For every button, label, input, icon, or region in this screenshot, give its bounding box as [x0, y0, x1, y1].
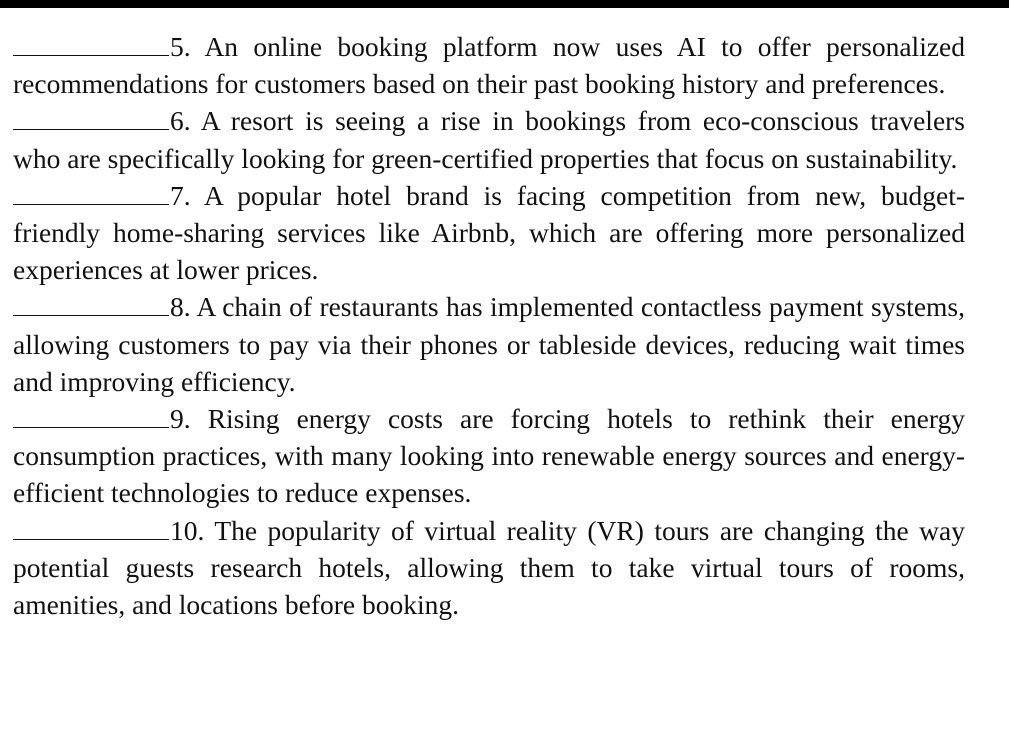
item-number: 6.: [170, 105, 191, 137]
item-number: 9.: [170, 403, 191, 435]
exercise-item-7: [13, 177, 965, 289]
answer-blank[interactable]: [13, 538, 169, 540]
answer-blank[interactable]: [13, 128, 169, 130]
answer-blank[interactable]: [13, 203, 169, 205]
exercise-list: [13, 28, 965, 623]
item-number: 10.: [170, 514, 205, 546]
item-text: A popular hotel brand is facing competition from new, budget-friendly home-sharing services like Airbnb, which are offering more personalized experiences at lower prices.: [13, 179, 965, 286]
item-text: A chain of restaurants has implemented contactless payment systems, allowing customers to pay via their phones or tableside devices, reducing wait times and improving efficiency.: [13, 291, 965, 397]
exercise-item-5: [13, 28, 965, 102]
exercise-item-9: [13, 400, 965, 512]
exercise-item-8: [13, 288, 965, 400]
item-text: A resort is seeing a rise in bookings from eco-conscious travelers who are specifically looking for green-certified properties that focus on sustainability.: [13, 105, 966, 174]
answer-blank[interactable]: [13, 426, 169, 428]
item-number: 8.: [170, 291, 191, 323]
item-number: 5.: [170, 31, 191, 62]
answer-blank[interactable]: [13, 54, 169, 56]
item-text: Rising energy costs are forcing hotels to rethink their energy consumption practices, with many looking into renewable energy sources and energy-efficient technologies to reduce expenses.: [13, 403, 965, 509]
top-border: [0, 0, 1009, 8]
item-text: An online booking platform now uses AI to offer personalized recommendations for customers based on their past booking history and preferences.: [13, 31, 966, 100]
item-number: 7.: [170, 179, 191, 211]
item-text: The popularity of virtual reality (VR) tours are changing the way potential guests research hotels, allowing them to take virtual tours of rooms, amenities, and locations before booking.: [13, 514, 965, 621]
exercise-item-6: [13, 102, 965, 176]
answer-blank[interactable]: [13, 314, 169, 316]
exercise-item-10: [13, 512, 965, 624]
